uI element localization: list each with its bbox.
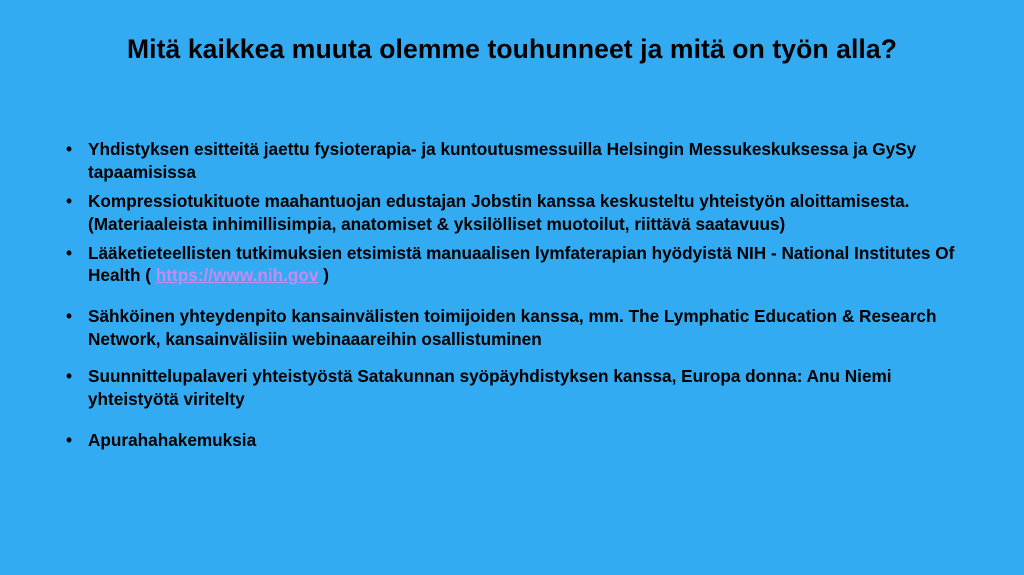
page-title: Mitä kaikkea muuta olemme touhunneet ja mitä on työn alla?: [126, 34, 898, 64]
list-item: [66, 365, 976, 411]
bullet-marker-icon: •: [66, 306, 73, 327]
list-item-text: Apurahahakemuksia: [88, 429, 257, 450]
bullet-marker-icon: •: [66, 366, 73, 386]
bullet-marker-icon: •: [66, 139, 73, 159]
list-item-text-trail: ): [318, 265, 329, 286]
list-item: [66, 138, 976, 184]
bullet-marker-icon: •: [66, 429, 73, 450]
list-item-text: Yhdistyksen esitteitä jaettu fysioterapia- ja kuntoutusmessuilla Helsingin Messukeskuksessa ja GySy tapaamisissa: [88, 139, 917, 182]
list-item: [66, 429, 976, 452]
list-item: [66, 242, 976, 288]
list-item-text: Suunnittelupalaveri yhteistyöstä Satakunnan syöpäyhdistyksen kanssa, Europa donna: Anu Niemi yhteistyötä viritelty: [88, 366, 892, 409]
list-item: [66, 190, 976, 236]
list-item-text: Kompressiotukituote maahantuojan edustajan Jobstin kanssa keskusteltu yhteistyön aloittamisesta. (Materiaaleista inhimillisimpia, anatomiset & yksilölliset muotoilut, riittävä saatavuus): [88, 190, 910, 234]
bullet-list: [66, 138, 976, 452]
list-item: [66, 305, 976, 351]
list-item-text-lead: Lääketieteellisten tutkimuksien etsimistä manuaalisen lymfaterapian hyödyistä NIH - National Institutes Of Health (: [88, 242, 955, 286]
nih-link[interactable]: https://www.nih.gov: [155, 265, 319, 286]
list-item-text: [88, 242, 976, 288]
bullet-marker-icon: •: [66, 190, 73, 211]
list-item-text: Sähköinen yhteydenpito kansainvälisten toimijoiden kanssa, mm. The Lymphatic Education & Research Network, kansainvälisiin webinaaareihin osallistuminen: [88, 306, 937, 350]
bullet-marker-icon: •: [66, 242, 73, 263]
